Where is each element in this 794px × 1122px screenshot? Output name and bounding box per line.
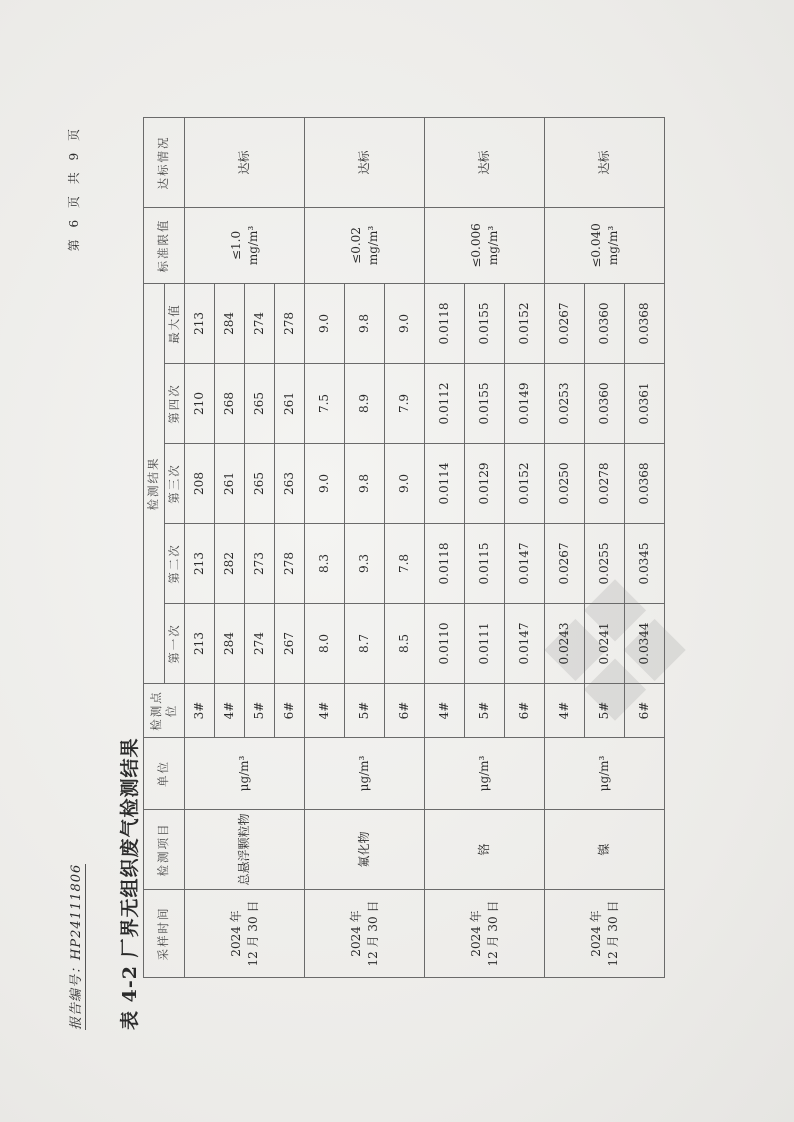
table-body — [185, 117, 665, 977]
col-r3: 第三次 — [164, 444, 185, 524]
unit-cell: μg/m³ — [425, 738, 545, 810]
sampling-day: 12 月 30 日 — [605, 900, 620, 967]
result-3: 208 — [185, 444, 215, 524]
result-4: 210 — [185, 364, 215, 444]
test-point: 3# — [185, 684, 215, 738]
compliance-status: 达标 — [305, 117, 425, 207]
col-limit: 标准限值 — [144, 207, 185, 283]
result-2: 0.0267 — [545, 524, 585, 604]
col-r1: 第一次 — [164, 604, 185, 684]
result-3: 261 — [215, 444, 245, 524]
result-max: 274 — [245, 283, 275, 363]
result-max: 0.0267 — [545, 283, 585, 363]
col-point: 检测点位 — [144, 684, 185, 738]
result-1: 0.0241 — [585, 604, 625, 684]
standard-limit — [425, 207, 545, 283]
col-r2: 第二次 — [164, 524, 185, 604]
rotated-document — [55, 90, 715, 1050]
result-4: 0.0361 — [625, 364, 665, 444]
result-max: 0.0152 — [505, 283, 545, 363]
test-item: 总悬浮颗粒物 — [185, 810, 305, 890]
result-1: 0.0110 — [425, 604, 465, 684]
test-item: 氟化物 — [305, 810, 425, 890]
col-unit: 单位 — [144, 738, 185, 810]
result-max: 0.0368 — [625, 283, 665, 363]
result-3: 0.0278 — [585, 444, 625, 524]
sampling-year: 2024 年 — [349, 910, 364, 957]
result-4: 265 — [245, 364, 275, 444]
result-4: 0.0360 — [585, 364, 625, 444]
test-point: 4# — [545, 684, 585, 738]
result-4: 7.9 — [385, 364, 425, 444]
limit-unit: mg/m³ — [365, 225, 380, 266]
limit-value: ≤0.02 — [349, 227, 364, 264]
col-time: 采样时间 — [144, 890, 185, 978]
test-point: 5# — [465, 684, 505, 738]
limit-unit: mg/m³ — [485, 225, 500, 266]
result-4: 0.0155 — [465, 364, 505, 444]
result-3: 9.0 — [305, 444, 345, 524]
standard-limit — [305, 207, 425, 283]
result-1: 213 — [185, 604, 215, 684]
result-1: 274 — [245, 604, 275, 684]
results-table — [143, 117, 665, 978]
result-max: 213 — [185, 283, 215, 363]
test-point: 4# — [425, 684, 465, 738]
result-1: 0.0111 — [465, 604, 505, 684]
result-2: 0.0255 — [585, 524, 625, 604]
result-1: 284 — [215, 604, 245, 684]
limit-value: ≤1.0 — [229, 230, 244, 261]
result-max: 9.8 — [345, 283, 385, 363]
result-3: 0.0129 — [465, 444, 505, 524]
result-4: 7.5 — [305, 364, 345, 444]
test-item: 镍 — [545, 810, 665, 890]
result-max: 0.0118 — [425, 283, 465, 363]
result-4: 261 — [275, 364, 305, 444]
result-3: 265 — [245, 444, 275, 524]
result-2: 0.0147 — [505, 524, 545, 604]
col-r4: 第四次 — [164, 364, 185, 444]
table-row — [425, 117, 465, 977]
result-3: 9.0 — [385, 444, 425, 524]
result-3: 0.0114 — [425, 444, 465, 524]
result-1: 0.0147 — [505, 604, 545, 684]
result-3: 0.0250 — [545, 444, 585, 524]
unit-cell: μg/m³ — [185, 738, 305, 810]
sampling-day: 12 月 30 日 — [485, 900, 500, 967]
col-status: 达标情况 — [144, 117, 185, 207]
result-max: 278 — [275, 283, 305, 363]
test-point: 6# — [505, 684, 545, 738]
standard-limit — [545, 207, 665, 283]
result-max: 0.0155 — [465, 283, 505, 363]
result-2: 0.0118 — [425, 524, 465, 604]
compliance-status: 达标 — [545, 117, 665, 207]
report-number: 报告编号：HP24111806 — [65, 864, 86, 1030]
unit-cell: μg/m³ — [545, 738, 665, 810]
result-1: 8.7 — [345, 604, 385, 684]
sampling-day: 12 月 30 日 — [245, 900, 260, 967]
table-title: 表 4-2 厂界无组织废气检测结果 — [119, 737, 141, 1030]
result-4: 0.0253 — [545, 364, 585, 444]
result-2: 282 — [215, 524, 245, 604]
result-2: 213 — [185, 524, 215, 604]
test-point: 5# — [585, 684, 625, 738]
unit-cell: μg/m³ — [305, 738, 425, 810]
table-row — [545, 117, 585, 977]
limit-unit: mg/m³ — [605, 225, 620, 266]
result-3: 263 — [275, 444, 305, 524]
sampling-year: 2024 年 — [469, 910, 484, 957]
sampling-year: 2024 年 — [229, 910, 244, 957]
table-row — [185, 117, 215, 977]
result-4: 268 — [215, 364, 245, 444]
limit-value: ≤0.040 — [589, 223, 604, 268]
result-2: 0.0115 — [465, 524, 505, 604]
result-1: 8.5 — [385, 604, 425, 684]
sampling-time — [185, 890, 305, 978]
result-2: 7.8 — [385, 524, 425, 604]
test-point: 5# — [345, 684, 385, 738]
limit-unit: mg/m³ — [245, 225, 260, 266]
sampling-time — [545, 890, 665, 978]
result-1: 0.0243 — [545, 604, 585, 684]
result-2: 8.3 — [305, 524, 345, 604]
test-point: 5# — [245, 684, 275, 738]
sampling-time — [305, 890, 425, 978]
result-max: 9.0 — [305, 283, 345, 363]
test-point: 6# — [625, 684, 665, 738]
page-info: 第 6 页 共 9 页 — [67, 125, 81, 252]
test-point: 6# — [385, 684, 425, 738]
result-4: 0.0149 — [505, 364, 545, 444]
result-1: 267 — [275, 604, 305, 684]
result-2: 0.0345 — [625, 524, 665, 604]
result-1: 0.0344 — [625, 604, 665, 684]
col-item: 检测项目 — [144, 810, 185, 890]
test-item: 铬 — [425, 810, 545, 890]
limit-value: ≤0.006 — [469, 223, 484, 268]
test-point: 6# — [275, 684, 305, 738]
result-2: 9.3 — [345, 524, 385, 604]
compliance-status: 达标 — [425, 117, 545, 207]
result-3: 9.8 — [345, 444, 385, 524]
result-4: 8.9 — [345, 364, 385, 444]
result-max: 9.0 — [385, 283, 425, 363]
result-max: 284 — [215, 283, 245, 363]
result-2: 278 — [275, 524, 305, 604]
result-2: 273 — [245, 524, 275, 604]
sampling-day: 12 月 30 日 — [365, 900, 380, 967]
test-point: 4# — [305, 684, 345, 738]
result-3: 0.0368 — [625, 444, 665, 524]
table-row — [305, 117, 345, 977]
header-row — [144, 117, 165, 977]
compliance-status: 达标 — [185, 117, 305, 207]
result-max: 0.0360 — [585, 283, 625, 363]
test-point: 4# — [215, 684, 245, 738]
col-results: 检测结果 — [144, 283, 165, 683]
result-4: 0.0112 — [425, 364, 465, 444]
sampling-year: 2024 年 — [589, 910, 604, 957]
standard-limit — [185, 207, 305, 283]
result-3: 0.0152 — [505, 444, 545, 524]
sampling-time — [425, 890, 545, 978]
result-1: 8.0 — [305, 604, 345, 684]
col-max: 最大值 — [164, 283, 185, 363]
